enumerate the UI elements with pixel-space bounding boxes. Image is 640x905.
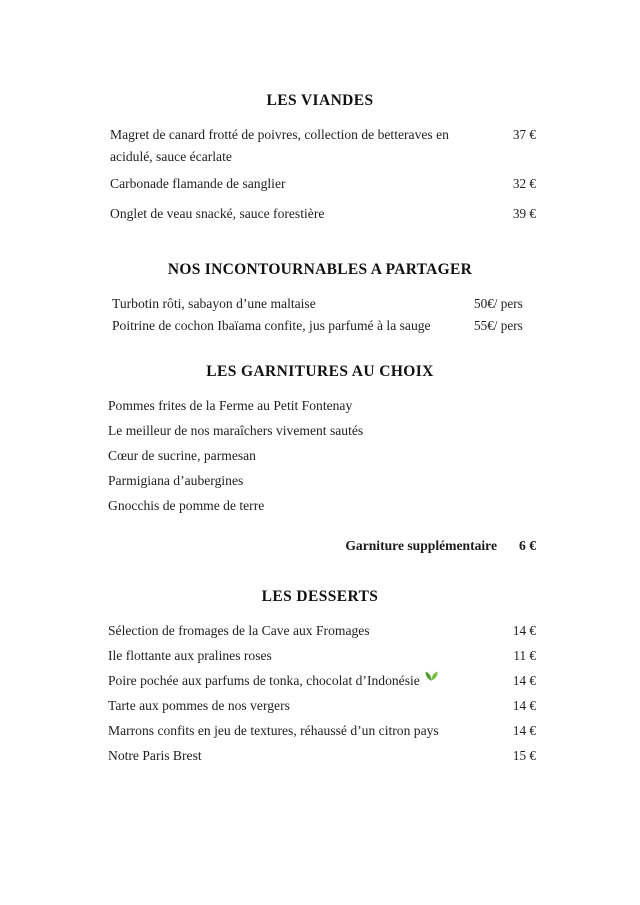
menu-item[interactable]	[108, 720, 536, 742]
menu-item-price: 32 €	[512, 176, 536, 192]
menu-item-name: Onglet de veau snacké, sauce forestière	[110, 206, 325, 222]
menu-item-price: 14 €	[512, 698, 536, 714]
menu-section-partager	[0, 261, 640, 337]
menu-item-price: 39 €	[512, 206, 536, 222]
menu-item[interactable]	[108, 695, 536, 717]
menu-item-name: Cœur de sucrine, parmesan	[108, 448, 256, 464]
menu-item[interactable]	[112, 315, 536, 337]
menu-item-name	[108, 670, 438, 692]
menu-item-price: 37 €	[512, 127, 536, 142]
menu-item-price: 15 €	[512, 748, 536, 764]
menu-item[interactable]	[108, 645, 536, 667]
menu-item-name: Pommes frites de la Ferme au Petit Fontenay	[108, 398, 353, 414]
menu-item[interactable]	[108, 420, 536, 442]
menu-item[interactable]	[108, 670, 536, 692]
menu-content	[0, 92, 640, 770]
menu-item-name-text: Poire pochée aux parfums de tonka, chocolat d’Indonésie	[108, 673, 420, 689]
section-title-garnitures: LES GARNITURES AU CHOIX	[206, 363, 434, 381]
menu-item[interactable]	[108, 495, 536, 517]
section-title-desserts: LES DESSERTS	[261, 588, 379, 606]
item-list-desserts	[0, 620, 640, 767]
menu-item-price: 14 €	[512, 723, 536, 739]
menu-item[interactable]	[112, 293, 536, 315]
menu-item-name: Notre Paris Brest	[108, 748, 202, 764]
menu-item[interactable]	[110, 124, 536, 168]
menu-item-name: Poitrine de cochon Ibaïama confite, jus parfumé à la sauge	[112, 318, 431, 334]
menu-item-name: Marrons confits en jeu de textures, réhaussé d’un citron pays	[108, 723, 439, 739]
vegetarian-leaf-icon	[425, 669, 438, 682]
menu-item[interactable]	[108, 395, 536, 417]
menu-section-desserts	[0, 588, 640, 767]
menu-item-name: Ile flottante aux pralines roses	[108, 648, 272, 664]
section-title-partager: NOS INCONTOURNABLES A PARTAGER	[167, 261, 473, 279]
menu-section-garnitures	[0, 363, 640, 554]
menu-item[interactable]	[110, 203, 536, 225]
section-title-viandes: LES VIANDES	[266, 92, 374, 109]
menu-item[interactable]	[108, 445, 536, 467]
menu-section-viandes	[0, 92, 640, 225]
menu-item-price: 55€/ pers	[474, 318, 523, 334]
menu-item-name: Tarte aux pommes de nos vergers	[108, 698, 290, 714]
item-list-garnitures	[0, 395, 640, 517]
menu-item-name: Sélection de fromages de la Cave aux Fromages	[108, 623, 370, 639]
menu-item[interactable]	[108, 745, 536, 767]
garniture-supplement-label: Garniture supplémentaire	[345, 538, 497, 554]
menu-item-name: Parmigiana d’aubergines	[108, 473, 244, 489]
menu-item-name: Turbotin rôti, sabayon d’une maltaise	[112, 296, 316, 312]
garniture-supplement-price: 6 €	[519, 538, 536, 554]
menu-item-name: Le meilleur de nos maraîchers vivement sautés	[108, 423, 364, 439]
menu-item[interactable]	[108, 470, 536, 492]
menu-item-price: 50€/ pers	[474, 296, 523, 312]
menu-item-price: 14 €	[512, 623, 536, 639]
garniture-supplement-row	[0, 538, 640, 554]
menu-item-name: Carbonade flamande de sanglier	[110, 176, 286, 192]
menu-item-price: 11 €	[513, 648, 536, 664]
menu-item[interactable]	[110, 173, 536, 195]
item-list-partager	[0, 293, 640, 337]
menu-item-name: Gnocchis de pomme de terre	[108, 498, 265, 514]
menu-item-name: Magret de canard frotté de poivres, collection de betteraves en acidulé, sauce écarlate	[110, 127, 449, 165]
menu-item[interactable]	[108, 620, 536, 642]
item-list-viandes	[0, 124, 640, 225]
menu-item-price: 14 €	[512, 673, 536, 689]
